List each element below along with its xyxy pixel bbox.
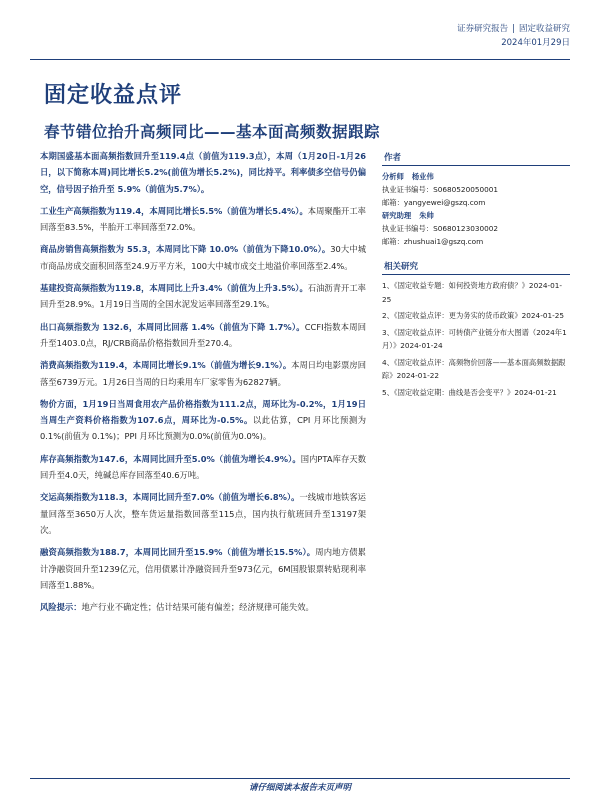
author-email-line xyxy=(382,196,570,209)
author-name-line xyxy=(382,209,570,222)
author-email-link[interactable]: yangyewei@gszq.com xyxy=(403,198,486,207)
report-date: 2024年01月29日 xyxy=(501,38,570,48)
report-type: 证券研究报告 xyxy=(457,24,509,34)
header-divider xyxy=(30,59,570,60)
related-item[interactable]: 1、《固定收益专题：如何投资地方政府债？》2024-01-25 xyxy=(382,281,563,304)
author-role: 研究助理 xyxy=(382,211,412,220)
author-name: 朱帅 xyxy=(419,211,434,220)
email-label: 邮箱： xyxy=(382,198,404,207)
footer-disclaimer: 请仔细阅读本报告末页声明 xyxy=(248,783,351,793)
paragraph-bold: 融资高频指数为188.7，本周同比回升至15.9%（前值为增长15.5%）。 xyxy=(40,547,316,558)
paragraph-transport xyxy=(40,489,366,538)
paragraph-bold: 交运高频指数为118.3，本周同比回升至7.0%（前值为增长6.8%）。 xyxy=(40,492,300,503)
related-item[interactable]: 4、《固定收益点评：高频物价回落——基本面高频数据跟踪》2024-01-22 xyxy=(382,357,566,380)
paragraph-bold: 本期国盛基本面高频指数回升至119.4点（前值为119.3点），本周（1月20日-1月26日，以下简称本周)同比增长5.2%(前值为增长5.2%)，同比持平。利率债多空信号仍偏空，信号因子抬升至 5.9%（前值为5.7%）。 xyxy=(40,151,366,194)
paragraph-consumption xyxy=(40,357,366,390)
paragraph-infrastructure xyxy=(40,280,366,313)
paragraph-bold: 出口高频指数为 132.6，本周同比回落 1.4%（前值为下降 1.7%）。 xyxy=(40,321,305,332)
paragraph-bold: 消费高频指数为119.4，本周同比增长9.1%（前值为增长9.1%）。 xyxy=(40,360,292,371)
paragraph-bold: 物价方面，1月19日当周食用农产品价格指数为111.2点，周环比为-0.2%，1月19日当周生产资料价格指数为107.6点，周环比为-0.5%。 xyxy=(40,398,366,426)
author-role: 分析师 xyxy=(382,172,404,181)
main-content xyxy=(40,148,366,621)
paragraph-text: 30大中城市商品房成交面积回落至24.9万平方米，100大中城市成交土地溢价率回落至2.4%。 xyxy=(40,244,366,271)
cert-label: 执业证书编号： xyxy=(382,185,434,194)
sidebar xyxy=(382,149,570,409)
paragraph-financing xyxy=(40,544,366,593)
paragraph-text: 石油沥青开工率回升至28.9%。1月19日当周的全国水泥发运率回落至29.1%。 xyxy=(40,283,366,310)
paragraph-summary xyxy=(40,148,366,197)
paragraph-text: CCFI指数本周回升至1403.0点，RJ/CRB商品价格指数回升至270.4。 xyxy=(40,321,366,348)
related-item[interactable]: 5、《固定收益定期：曲线是否会变平？》2024-01-21 xyxy=(382,387,557,397)
paragraph-bold: 工业生产高频指数为119.4，本周同比增长5.5%（前值为增长5.4%）。 xyxy=(40,205,308,216)
report-category: 固定收益研究 xyxy=(518,24,570,34)
paragraph-text: 本周聚酯开工率回落至83.5%，半胎开工率回落至72.0%。 xyxy=(40,205,366,233)
header-meta xyxy=(457,22,570,50)
author-name: 杨业伟 xyxy=(411,172,434,181)
paragraph-text: 以此估算，CPI 月环比预测为 0.1%(前值为 0.1%)；PPI 月环比预测为0.0%(前值为0.0%)。 xyxy=(40,415,366,442)
related-heading: 相关研究 xyxy=(382,258,570,275)
paragraph-text: 一线城市地铁客运量回落至3650万人次，整车货运量指数回落至115点，国内执行航班回升至13197架次。 xyxy=(40,492,366,535)
related-item[interactable]: 2、《固定收益点评：更为务实的货币政策》2024-01-25 xyxy=(382,311,565,320)
header-separator: | xyxy=(512,24,515,34)
author-cert-line xyxy=(382,183,570,196)
author-email-link[interactable]: zhushuai1@gszq.com xyxy=(403,237,484,246)
paragraph-risk xyxy=(40,599,366,615)
paragraph-bold: 库存高频指数为147.6，本周同比回升至5.0%（前值为增长4.9%）。 xyxy=(40,453,301,464)
report-title: 固定收益点评 xyxy=(44,83,183,108)
author-cert-line xyxy=(382,222,570,235)
cert-number: S0680520050001 xyxy=(433,185,499,194)
related-item[interactable]: 3、《固定收益点评：可转债产业链分布大图谱（2024年1月）》2024-01-24 xyxy=(382,327,567,350)
report-subtitle: 春节错位抬升高频同比——基本面高频数据跟踪 xyxy=(44,123,381,141)
paragraph-bold: 基建投资高频指数为119.8，本周同比上升3.4%（前值为上升3.5%）。 xyxy=(40,283,308,294)
paragraph-export xyxy=(40,319,366,352)
paragraph-inventory xyxy=(40,451,366,484)
related-research-section xyxy=(382,258,570,399)
paragraph-bold: 风险提示： xyxy=(40,602,82,613)
author-email-line xyxy=(382,235,570,248)
paragraph-prices xyxy=(40,396,366,445)
paragraph-housing xyxy=(40,241,366,274)
paragraph-text: 周内地方债累计净融资回升至1239亿元，信用债累计净融资回升至973亿元，6M国股银票转贴现利率回落至1.88%。 xyxy=(40,547,366,590)
paragraph-text: 本周日均电影票房回落至6739万元。1月26日当周的日均乘用车厂家零售为62827辆。 xyxy=(40,360,366,387)
paragraph-industrial xyxy=(40,203,366,236)
paragraph-bold: 商品房销售高频指数为 55.3，本周同比下降 10.0%（前值为下降10.0%）。 xyxy=(40,244,331,255)
author-name-line xyxy=(382,170,570,183)
email-label: 邮箱： xyxy=(382,237,404,246)
cert-label: 执业证书编号： xyxy=(382,224,434,233)
footer-divider xyxy=(30,778,570,779)
authors-heading: 作者 xyxy=(382,149,570,166)
authors-section xyxy=(382,149,570,248)
paragraph-text: 国内PTA库存天数回升至4.0天，纯碱总库存回落至40.6万吨。 xyxy=(40,453,366,481)
cert-number: S0680123030002 xyxy=(433,224,499,233)
paragraph-text: 地产行业不确定性；估计结果可能有偏差；经济规律可能失效。 xyxy=(81,602,314,613)
